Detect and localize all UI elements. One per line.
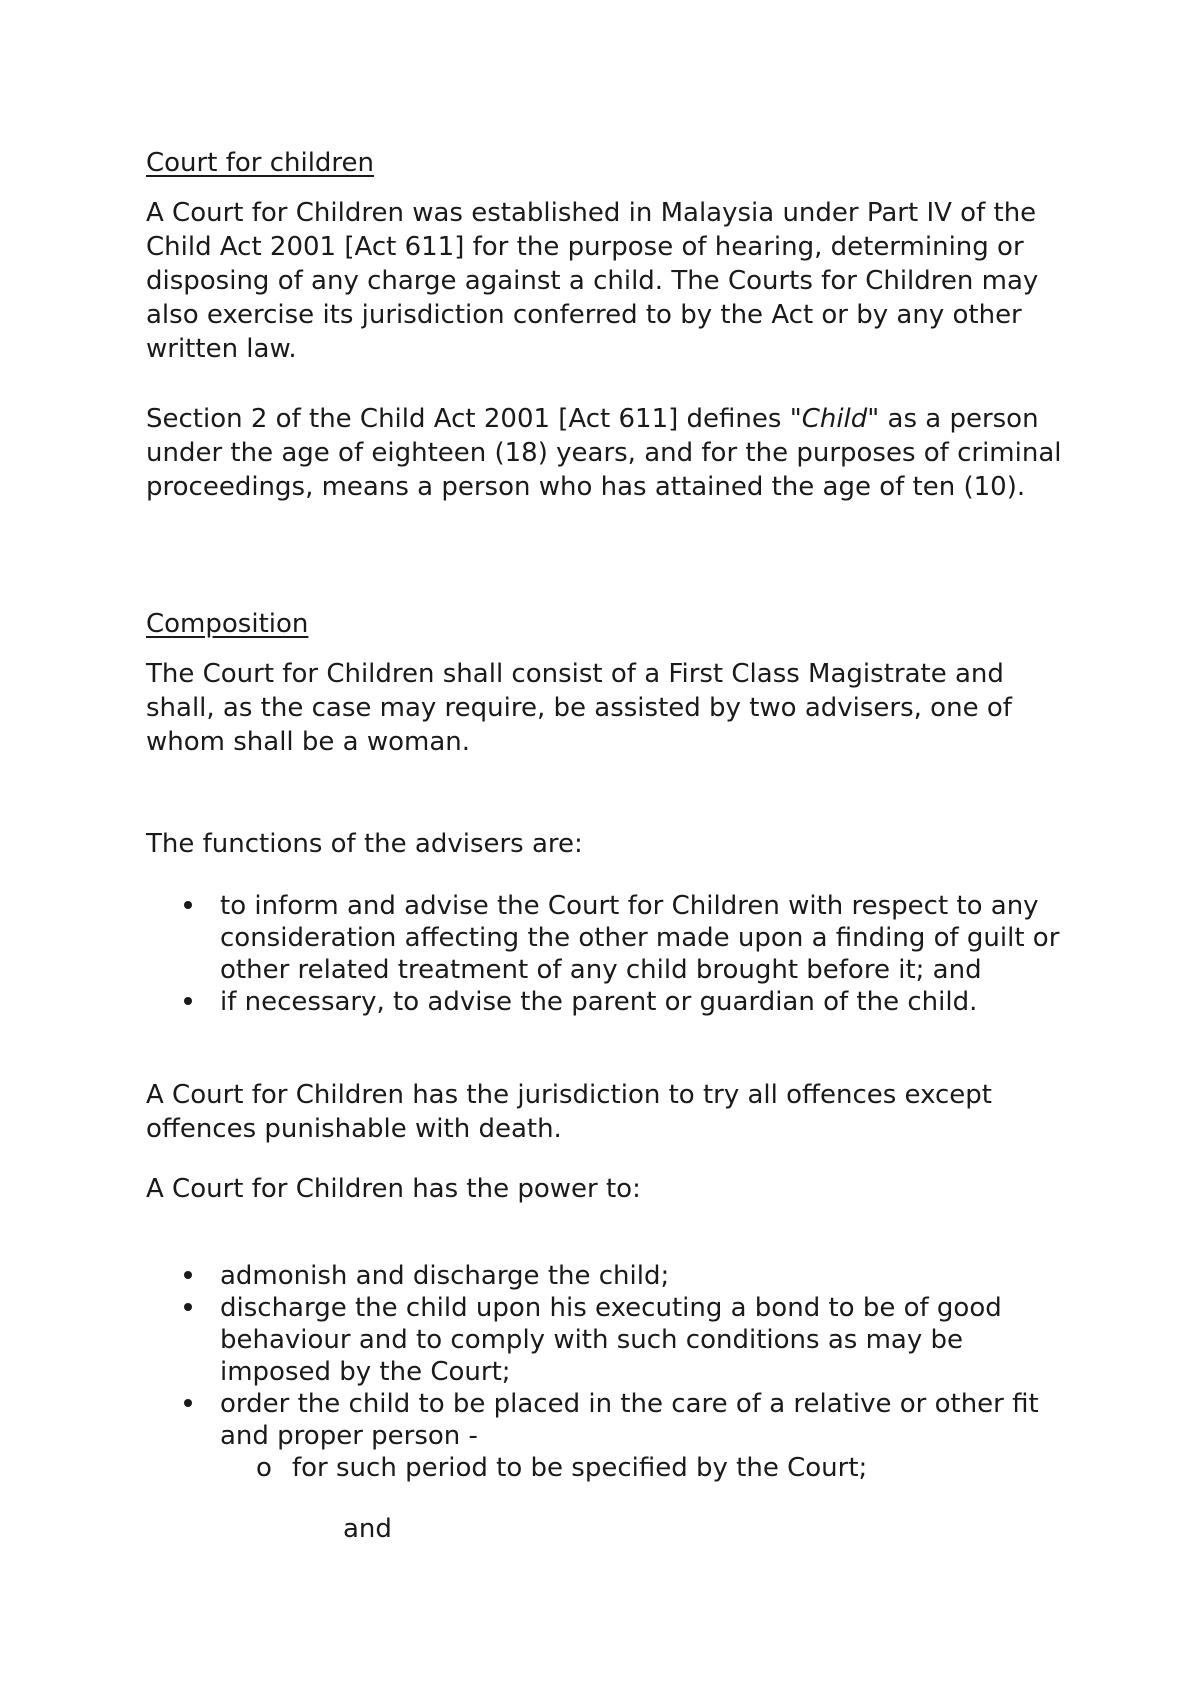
adviser-functions-list	[146, 890, 1066, 1018]
bullet-icon	[184, 1399, 192, 1407]
heading-composition: Composition	[146, 609, 309, 639]
section2-text-before: Section 2 of the Child Act 2001 [Act 611] defines "	[146, 404, 802, 434]
list-item	[146, 1388, 1066, 1452]
bullet-icon	[184, 901, 192, 909]
composition-paragraph: The Court for Children shall consist of a First Class Magistrate and shall, as the case may require, be assisted by two advisers, one of whom shall be a woman.	[146, 659, 1012, 757]
list-item	[146, 986, 1066, 1018]
list-item-text: admonish and discharge the child;	[220, 1261, 670, 1291]
section2-term-child: Child	[801, 404, 868, 434]
heading-court-for-children: Court for children	[146, 148, 375, 178]
sub-list-item	[256, 1452, 992, 1484]
power-intro: A Court for Children has the power to:	[146, 1174, 641, 1204]
bullet-icon	[184, 997, 192, 1005]
list-item-text: order the child to be placed in the care of a relative or other fit and proper person -	[220, 1389, 1039, 1451]
jurisdiction-paragraph: A Court for Children has the jurisdiction to try all offences except offences punishable with death.	[146, 1080, 993, 1144]
sub-bullet-icon: o	[256, 1453, 272, 1483]
intro-paragraph: A Court for Children was established in Malaysia under Part IV of the Child Act 2001 [Act 611] for the purpose of hearing, determining or disposing of any charge against a child. The Courts for Children may also exercise its jurisdiction conferred to by the Act or by any other written law.	[146, 198, 1039, 364]
list-item	[146, 1260, 1066, 1292]
advisers-intro: The functions of the advisers are:	[146, 829, 583, 859]
section2-paragraph	[146, 402, 1066, 504]
section2-text-after: " as a person under the age of eighteen (18) years, and for the purposes of criminal proceedings, means a person who has attained the age of ten (10).	[146, 404, 1062, 502]
sub-list-item-text: for such period to be specified by the Court;	[292, 1453, 868, 1483]
list-item	[146, 890, 1066, 986]
powers-list	[146, 1260, 1066, 1452]
list-item	[146, 1292, 1066, 1388]
bullet-icon	[184, 1303, 192, 1311]
list-item-text: discharge the child upon his executing a bond to be of good behaviour and to comply with such conditions as may be imposed by the Court;	[220, 1293, 1002, 1387]
list-item-text: if necessary, to advise the parent or guardian of the child.	[220, 987, 978, 1017]
list-item-text: to inform and advise the Court for Children with respect to any consideration affecting the other made upon a finding of guilt or other related treatment of any child brought before it; and	[220, 891, 1060, 985]
bullet-icon	[184, 1271, 192, 1279]
and-text: and	[343, 1514, 392, 1544]
